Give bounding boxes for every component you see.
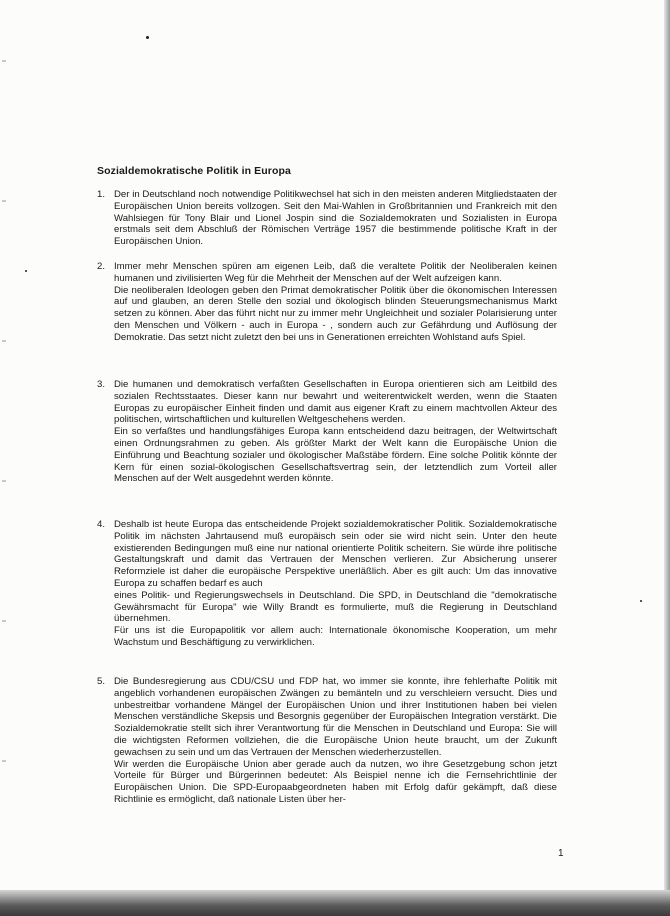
section-paragraph: Wir werden die Europäische Union aber gerade auch da nutzen, wo ihre Gesetzgebung schon jetzt Vorteile für Bürger und Bürgerinnen bedeutet: Als Beispiel nenne ich die Fernsehrichtlinie der Europäischen Union. Die SPD-Europaabgeordneten haben mit Erfolg dafür gekämpft, daß diese Richtlinie es ermöglicht, daß nationale Listen über her- xyxy=(114,758,557,805)
document-title: Sozialdemokratische Politik in Europa xyxy=(97,165,291,177)
scan-speck xyxy=(640,600,642,602)
scan-right-edge xyxy=(664,0,670,916)
section-paragraph: Die humanen und demokratisch verfaßten Gesellschaften in Europa orientieren sich am Leitbild des sozialen Rechtsstaates. Dieser kann nur bewahrt und weiterentwickelt werden, wenn die Staaten Europas zu europäischer Einheit finden und damit aus eigener Kraft zu einem machtvollen Akteur des politischen, wirtschaftlichen und kulturellen Weltgeschehens werden. xyxy=(114,379,557,426)
section-paragraph: Der in Deutschland noch notwendige Politikwechsel hat sich in den meisten anderen Mitgliedstaaten der Europäischen Union bereits vollzogen. Seit den Mai-Wahlen in Großbritannien und Frankreich mit den Wahlsiegen für Tony Blair und Lionel Jospin sind die Sozialdemokraten und Sozialisten in Europa erstmals seit dem Abschluß der Römischen Verträge 1957 die bestimmende politische Kraft in der Europäischen Union. xyxy=(114,189,557,248)
section-paragraph: Die neoliberalen Ideologen geben den Primat demokratischer Politik über die ökonomischen Interessen auf und glauben, an deren Stelle den sozial und ökologisch blinden Steuerungsmechanismus Markt setzen zu können. Aber das führt nicht nur zu immer mehr Ungleichheit und sozialer Polarisierung unter den Menschen und Völkern - auch in Europa - , sondern auch zur Gefährdung und Auflösung der Demokratie. Das setzt nicht zuletzt den bei uns in Generationen erreichten Wohlstand aufs Spiel. xyxy=(114,284,557,343)
section-2 xyxy=(97,261,557,344)
section-number: 5. xyxy=(97,676,106,687)
scan-speck xyxy=(146,36,149,39)
section-paragraph: Ein so verfaßtes und handlungsfähiges Europa kann entscheidend dazu beitragen, der Weltwirtschaft einen Ordnungsrahmen zu geben. Als größter Markt der Welt kann die Europäische Union die Einführung und Beachtung sozialer und ökologischer Maßstäbe fördern. Eine solche Politik könnte der Kern für einen sozial-ökologischen Gesellschaftsvertrag sein, der letztendlich zum Vorteil aller Menschen auf der Welt ausgedehnt werden könnte. xyxy=(114,426,557,485)
section-number: 1. xyxy=(97,189,106,200)
section-3 xyxy=(97,379,557,485)
scan-bottom-edge xyxy=(0,890,670,916)
section-number: 3. xyxy=(97,379,106,390)
scan-left-edge xyxy=(2,0,6,916)
section-4 xyxy=(97,519,557,649)
section-paragraph: Immer mehr Menschen spüren am eigenen Leib, daß die veraltete Politik der Neoliberalen keinen humanen und zivilisierten Weg für die Mehrheit der Menschen auf der Welt aufzeigen kann. xyxy=(114,261,557,284)
section-paragraph: eines Politik- und Regierungswechsels in Deutschland. Die SPD, in Deutschland die "demokratische Gewährsmacht für Europa" wie Willy Brandt es formulierte, muß die Regierung in Deutschland übernehmen. xyxy=(114,589,557,625)
section-1 xyxy=(97,189,557,248)
section-paragraph: Deshalb ist heute Europa das entscheidende Projekt sozialdemokratischer Politik. Sozialdemokratische Politik im nächsten Jahrtausend muß europäisch sein oder sie wird nicht sein. Unter den heute existierenden Bedingungen muß eine nur national orientierte Politik scheitern. Sie würde ihre politische Gestaltungskraft und damit das Vertrauen der Menschen verlieren. Zur Absicherung unserer Reformziele ist daher die europäische Perspektive unerläßlich. Aber es gilt auch: Um das innovative Europa zu schaffen bedarf es auch xyxy=(114,519,557,589)
section-paragraph: Für uns ist die Europapolitik vor allem auch: Internationale ökonomische Kooperation, um mehr Wachstum und Beschäftigung zu verwirklichen. xyxy=(114,625,557,648)
section-paragraph: Die Bundesregierung aus CDU/CSU und FDP hat, wo immer sie konnte, ihre fehlerhafte Politik mit angeblich vorhandenen europäischen Zwängen zu bemänteln und zu verschleiern versucht. Dies und unbestreitbar vorhandene Mängel der Europäischen Union und ihrer Institutionen haben bei vielen Menschen verständliche Skepsis und Besorgnis gegenüber der Europäischen Integration verstärkt. Die Sozialdemokratie stellt sich ihrer Verantwortung für die Menschen in Deutschland und Europa: Sie will die wichtigsten Reformen vollziehen, die die Europäische Union heute braucht, um der Zukunft gewachsen zu sein und um das Vertrauen der Menschen wiederherzustellen. xyxy=(114,676,557,758)
section-number: 2. xyxy=(97,261,106,272)
page-number: 1 xyxy=(558,848,564,859)
scan-speck xyxy=(25,270,27,272)
section-5 xyxy=(97,676,557,806)
section-number: 4. xyxy=(97,519,106,530)
